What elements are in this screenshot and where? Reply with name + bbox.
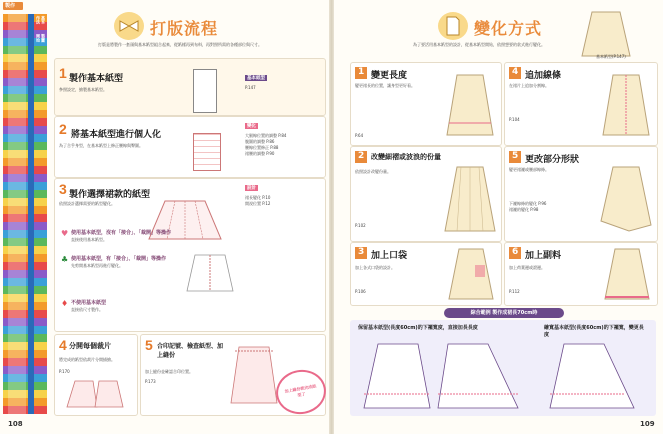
step-3-title: 製作選擇裙款的紙型 <box>69 190 151 200</box>
step-4-diagram <box>65 379 125 409</box>
step-2-title: 將基本紙型進行個人化 <box>71 130 162 140</box>
step-1-tag: 基本紙型 <box>247 76 265 81</box>
item-5-text: 變更裙襬或腰部線條。 <box>509 167 549 172</box>
item-3-title: 加上口袋 <box>371 251 408 261</box>
step-1-text: 參照設定，繪製基本紙型。 <box>59 87 107 92</box>
option-2-text: 先剪開基本紙型再進行變化。 <box>71 263 123 268</box>
item-5-ref-1: 下襬線條的變化 P.96 <box>509 201 547 206</box>
club-icon: ♣ <box>61 255 69 264</box>
step-2-ref-4: 裙腰的調整 P.90 <box>245 151 275 156</box>
step-1-panel <box>54 58 326 116</box>
item-5-ref-2: 裙襬的變化 P.98 <box>509 207 539 212</box>
step-5-number: 5 <box>145 337 153 353</box>
step-5-diagram <box>229 345 279 405</box>
step-3-flare-diagram <box>145 197 225 243</box>
side-strip-mask <box>8 14 26 414</box>
step-3-panel <box>54 178 326 332</box>
step-3-text: 依照設計選擇需要的紙型變化。 <box>59 201 115 206</box>
item-6-skirt <box>601 247 653 303</box>
item-1-title: 變更長度 <box>371 71 408 81</box>
item-1-panel <box>350 62 502 146</box>
bottom-left-pattern <box>358 340 528 412</box>
item-4-ref: P.104 <box>509 117 520 122</box>
side-label-1: 作法 <box>36 16 41 24</box>
bottom-left-title: 保留基本紙型(長度60cm)的下襬寬度，直接加長長度 <box>358 325 478 331</box>
step-1-title: 製作基本紙型 <box>69 74 124 84</box>
item-3-number: 3 <box>358 247 365 257</box>
step-2-ref-2: 腹圍的調整 P.86 <box>245 139 275 144</box>
header-tab-label: 製作 <box>5 3 16 9</box>
item-6-number: 6 <box>512 247 519 257</box>
step-1-number: 1 <box>59 65 67 81</box>
step-1-ref: P.147 <box>245 85 256 90</box>
step-2-ref-3: 腰線位置修正 P.88 <box>245 145 279 150</box>
item-5-title: 更改部分形狀 <box>525 155 580 165</box>
item-3-ref: P.106 <box>355 289 366 294</box>
document-icon <box>446 16 460 36</box>
step-1-diagram <box>193 69 217 113</box>
item-4-skirt <box>599 73 653 139</box>
right-page-number: 109 <box>640 420 655 428</box>
step-3-number: 3 <box>59 181 67 197</box>
step-5-ref: P.173 <box>145 379 156 384</box>
step-2-diagram <box>193 133 221 171</box>
item-1-ref: P.64 <box>355 133 364 138</box>
left-page <box>0 0 331 434</box>
item-6-text: 加上荷葉邊或滾邊。 <box>509 265 545 270</box>
item-3-skirt <box>445 247 497 303</box>
bottom-banner-label: 綜合範例 製作成裙長70cm時 <box>470 310 538 316</box>
item-5-number: 5 <box>512 151 519 161</box>
item-1-text: 變更裙長的位置，讓身型更好看。 <box>355 83 415 88</box>
step-2-number: 2 <box>59 121 67 137</box>
item-2-text: 依照設計改變份量。 <box>355 169 391 174</box>
left-page-number: 108 <box>8 420 23 428</box>
item-3-panel <box>350 242 502 306</box>
step-4-title: 分開每個裁片 <box>69 342 111 350</box>
item-2-skirt <box>443 165 497 235</box>
item-4-text: 在裙片上追加分割線。 <box>509 83 549 88</box>
item-2-panel <box>350 146 502 242</box>
step-3-tag: 設計 <box>247 186 256 191</box>
bottom-right-title: 繪寬基本紙型(長度60cm)的下襬寬，變更長度 <box>544 325 644 338</box>
diamond-icon: ♦ <box>61 299 69 308</box>
base-skirt-label: 基本紙型(P.147) <box>596 54 626 59</box>
step-4-number: 4 <box>59 337 67 353</box>
item-6-ref: P.112 <box>509 289 520 294</box>
step-3-ref-1: 裙長變化 P.10 <box>245 195 271 200</box>
left-intro: 打版是將製作一套頭與基本紙型組合起來，從紙樣再到布料，再對照所需的各種部位與尺寸。 <box>98 42 262 47</box>
side-label-3: 基本 <box>41 16 46 24</box>
option-3-text: 直接依尺寸製作。 <box>71 307 103 312</box>
step-3-ref-2: 開衩位置 P.12 <box>245 201 271 206</box>
item-4-number: 4 <box>512 67 519 77</box>
left-title: 打版流程 <box>150 19 219 38</box>
step-2-tag: 變化 <box>247 124 256 129</box>
item-4-panel <box>504 62 658 146</box>
item-6-title: 加上副料 <box>525 251 562 261</box>
item-2-title: 改變細褶或波浪的份量 <box>371 153 441 161</box>
step-2-panel <box>54 116 326 178</box>
base-skirt-illustration <box>576 8 636 60</box>
option-2-title: 使用基本紙型，有「接合」、「裁開」等操作 <box>71 256 167 262</box>
item-3-text: 加上各式口袋的設計。 <box>355 265 395 270</box>
item-2-ref: P.102 <box>355 223 366 228</box>
step-5-text: 加上縫份並確認合印位置。 <box>145 369 193 374</box>
side-label-2: 開始 <box>36 34 41 42</box>
option-2-diagram <box>185 253 235 293</box>
step-5-title: 合印記號、檢查紙型、加上縫份 <box>157 343 224 359</box>
item-4-title: 追加線條 <box>525 71 562 81</box>
item-2-number: 2 <box>358 151 365 161</box>
ribbon-icon <box>118 17 140 35</box>
item-6-panel <box>504 242 658 306</box>
option-1-text: 直接使用基本紙型。 <box>71 237 107 242</box>
step-4-panel <box>54 334 138 416</box>
finish-stamp-text: 加上縫份就完成紙型了 <box>284 383 317 398</box>
item-5-panel <box>504 146 658 242</box>
side-strip-blue <box>28 14 34 414</box>
heart-icon: ♥ <box>61 229 69 238</box>
option-3-title: 不使用基本紙型 <box>71 300 107 306</box>
item-1-number: 1 <box>358 67 365 77</box>
right-title: 變化方式 <box>474 19 543 38</box>
side-label-4: 製圖 <box>41 34 46 42</box>
option-1-title: 使用基本紙型，沒有「接合」、「裁開」等操作 <box>71 230 172 236</box>
right-page <box>334 0 663 434</box>
right-intro: 為了要活用基本紙型的設計，從基本紙型開始，依照想要的款式進行變化。 <box>413 42 545 47</box>
step-2-text: 為了合乎身型，在基本紙型上修正腰線與臀圍。 <box>59 143 143 148</box>
step-2-ref-1: 大腿線位置的調整 P.84 <box>245 133 287 138</box>
step-4-ref: P.170 <box>59 369 70 374</box>
step-4-text: 將完成的紙型依裁片分開描繪。 <box>59 357 115 362</box>
item-1-skirt <box>443 73 497 139</box>
item-5-skirt <box>599 165 653 235</box>
bottom-right-pattern <box>544 340 648 412</box>
